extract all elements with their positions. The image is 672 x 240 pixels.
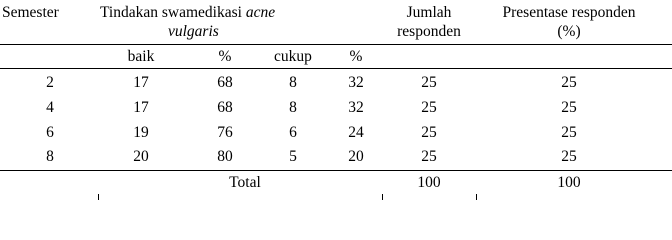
cell-baik: 19 — [133, 124, 149, 141]
cell-semester: 6 — [46, 124, 54, 141]
header-tindakan-italic: acne — [245, 4, 276, 21]
header-jumlah-line1: Jumlah — [406, 4, 452, 21]
cell-jumlah: 25 — [421, 99, 437, 116]
cell-pct2: 20 — [348, 148, 364, 165]
cell-semester: 4 — [46, 99, 54, 116]
cell-pct1: 68 — [217, 99, 233, 116]
cell-pct1: 80 — [217, 148, 233, 165]
cell-pct1: 76 — [217, 124, 233, 141]
cell-presentase: 25 — [561, 124, 577, 141]
cell-jumlah: 25 — [421, 74, 437, 91]
cell-cukup: 8 — [289, 74, 297, 91]
cell-baik: 17 — [133, 74, 149, 91]
bottom-tick — [382, 194, 383, 200]
cell-semester: 2 — [46, 74, 54, 91]
header-tindakan — [100, 4, 275, 22]
header-tindakan-italic-line2: vulgaris — [168, 23, 219, 40]
total-jumlah: 100 — [417, 174, 441, 191]
cell-pct1: 68 — [217, 74, 233, 91]
cell-cukup: 8 — [289, 99, 297, 116]
subheader-pct1: % — [218, 48, 232, 65]
total-label: Total — [229, 174, 261, 191]
header-presentase-line1: Presentase responden — [502, 4, 636, 21]
header-jumlah-line2: responden — [397, 23, 461, 40]
total-presentase: 100 — [557, 174, 581, 191]
cell-semester: 8 — [46, 148, 54, 165]
cell-pct2: 24 — [348, 124, 364, 141]
cell-baik: 20 — [133, 148, 149, 165]
subheader-pct2: % — [349, 48, 363, 65]
subheader-rule — [0, 68, 672, 69]
cell-cukup: 5 — [289, 148, 297, 165]
cell-baik: 17 — [133, 99, 149, 116]
subheader-cukup: cukup — [274, 48, 312, 65]
cell-cukup: 6 — [289, 124, 297, 141]
cell-jumlah: 25 — [421, 124, 437, 141]
subheader-baik: baik — [127, 48, 155, 65]
cell-presentase: 25 — [561, 99, 577, 116]
bottom-tick — [476, 194, 477, 200]
total-top-rule — [0, 170, 672, 171]
cell-pct2: 32 — [348, 99, 364, 116]
cell-presentase: 25 — [561, 74, 577, 91]
cell-jumlah: 25 — [421, 148, 437, 165]
cell-presentase: 25 — [561, 148, 577, 165]
header-rule — [0, 44, 672, 45]
cell-pct2: 32 — [348, 74, 364, 91]
header-presentase-line2: (%) — [557, 23, 581, 40]
bottom-tick — [98, 194, 99, 200]
header-tindakan-text: Tindakan swamedikasi — [100, 4, 246, 21]
header-semester: Semester — [2, 4, 59, 21]
